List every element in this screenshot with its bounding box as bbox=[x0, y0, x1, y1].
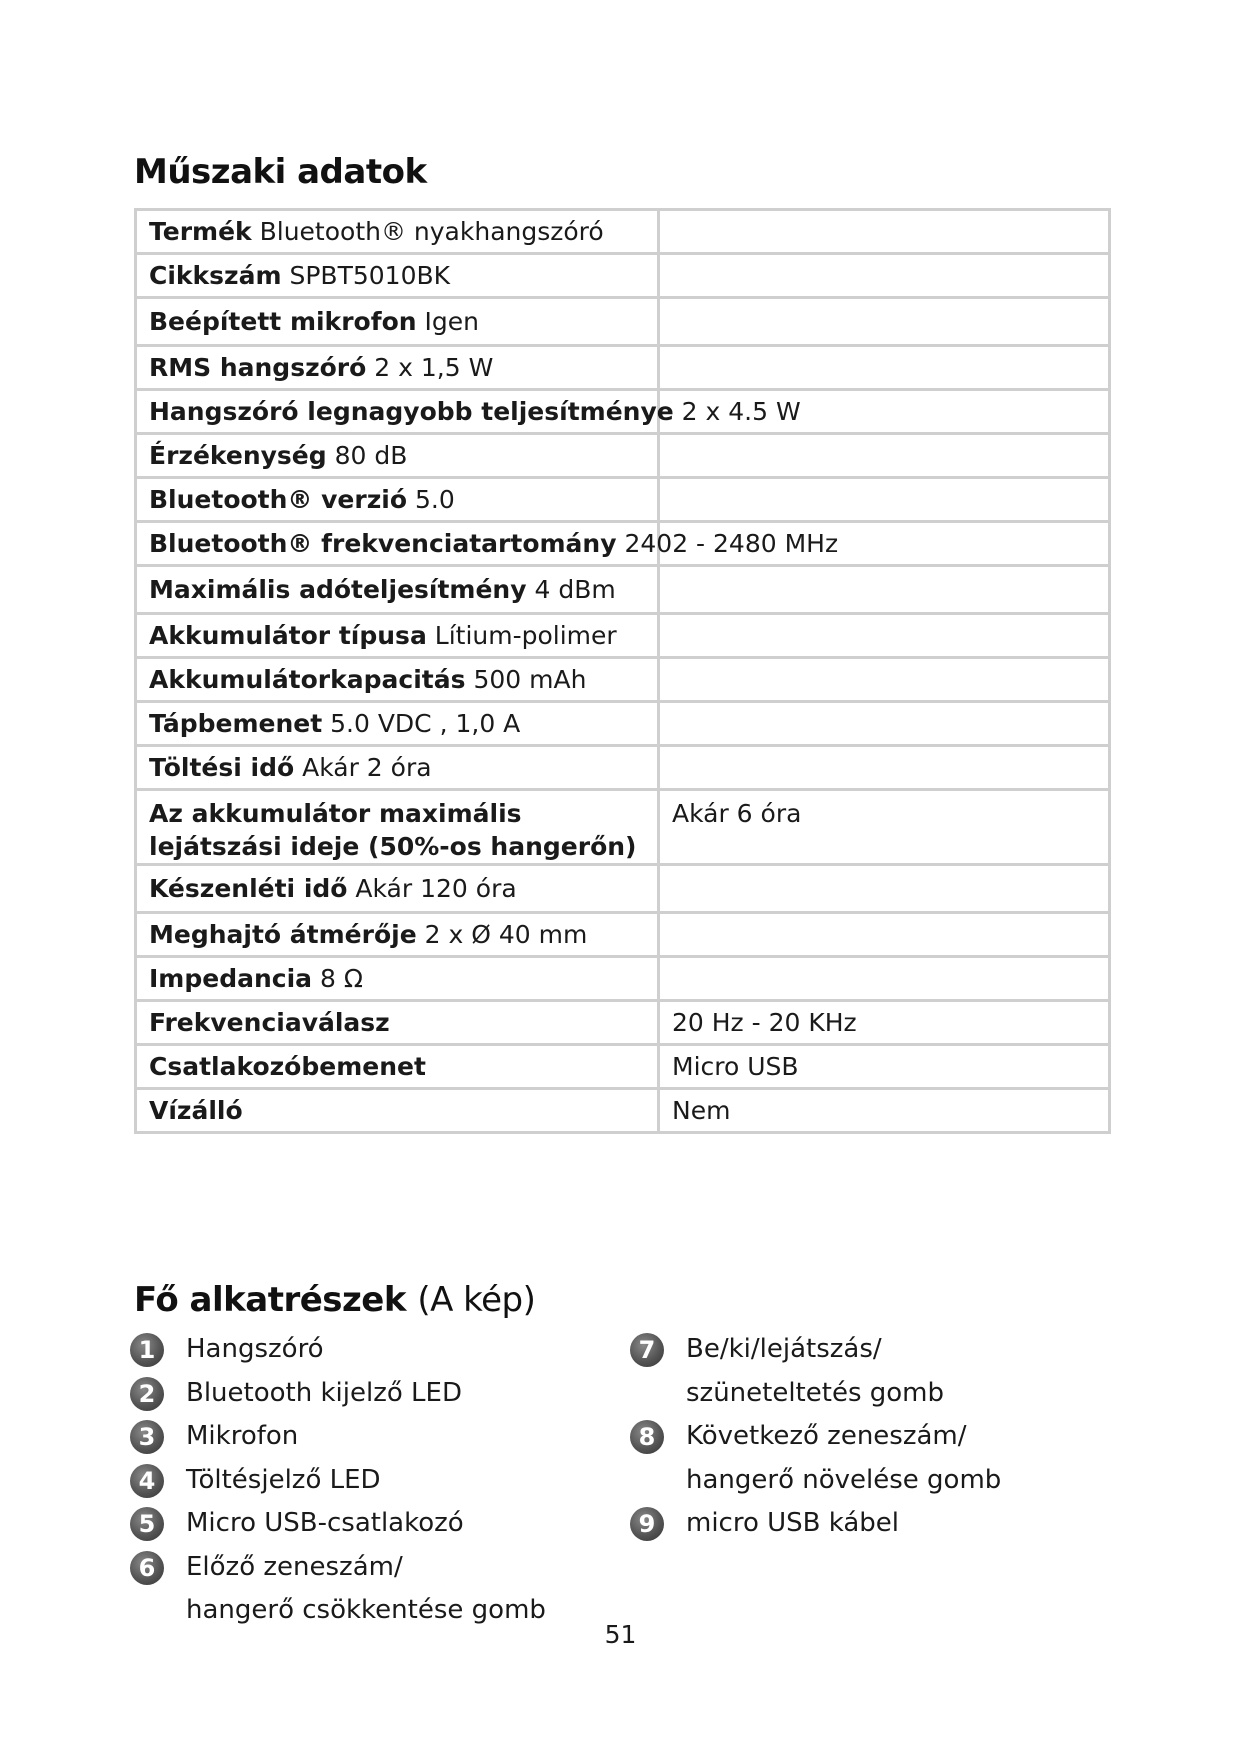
spec-row bbox=[136, 658, 1110, 702]
spec-row bbox=[136, 434, 1110, 478]
spec-cell-right bbox=[659, 210, 1110, 254]
spec-cell-left bbox=[136, 746, 659, 790]
spec-cell-right bbox=[659, 746, 1110, 790]
spec-cell-right bbox=[659, 658, 1110, 702]
part-number-badge: 6 bbox=[130, 1551, 164, 1585]
spec-label: Akkumulátorkapacitás bbox=[149, 665, 466, 694]
spec-cell-left bbox=[136, 658, 659, 702]
spec-label: Termék bbox=[149, 217, 252, 246]
part-number-badge: 4 bbox=[130, 1464, 164, 1498]
spec-row bbox=[136, 957, 1110, 1001]
spec-row bbox=[136, 746, 1110, 790]
spec-row bbox=[136, 1045, 1110, 1089]
spec-cell-right bbox=[659, 702, 1110, 746]
spec-cell-left bbox=[136, 1045, 659, 1089]
spec-value: 2402 - 2480 MHz bbox=[624, 529, 839, 558]
spec-value: 5.0 bbox=[414, 485, 455, 514]
part-label: Bluetooth kijelző LED bbox=[186, 1377, 462, 1408]
part-label: Micro USB-csatlakozó bbox=[186, 1508, 464, 1538]
spec-cell-left bbox=[136, 1001, 659, 1045]
spec-label: Frekvenciaválasz bbox=[149, 1008, 390, 1037]
part-item bbox=[130, 1328, 546, 1372]
spec-row bbox=[136, 522, 1110, 566]
spec-value: 2 x 1,5 W bbox=[374, 353, 494, 382]
spec-cell-left bbox=[136, 478, 659, 522]
spec-label: Maximális adóteljesítmény bbox=[149, 575, 527, 604]
spec-cell-left bbox=[136, 210, 659, 254]
spec-cell-left bbox=[136, 865, 659, 913]
spec-label: Hangszóró legnagyobb teljesítménye bbox=[149, 397, 674, 426]
parts-list-right bbox=[630, 1328, 1001, 1546]
spec-value: 80 dB bbox=[334, 441, 408, 470]
parts-section-title bbox=[134, 1280, 535, 1320]
part-label: hangerő csökkentése gomb bbox=[186, 1595, 546, 1625]
spec-cell-left bbox=[136, 346, 659, 390]
spec-right-value: Nem bbox=[672, 1096, 731, 1125]
page-number: 51 bbox=[604, 1620, 637, 1649]
spec-label: Meghajtó átmérője bbox=[149, 920, 417, 949]
spec-label: Az akkumulátor maximális lejátszási ideje (50%-os hangerőn) bbox=[149, 799, 637, 861]
parts-title-bold: Fő alkatrészek bbox=[134, 1280, 406, 1320]
part-item bbox=[130, 1372, 546, 1416]
spec-label: RMS hangszóró bbox=[149, 353, 367, 382]
part-label: micro USB kábel bbox=[686, 1508, 900, 1538]
spec-right-value: Micro USB bbox=[672, 1052, 799, 1081]
spec-right-value: Akár 6 óra bbox=[672, 799, 802, 828]
spec-cell-right bbox=[659, 254, 1110, 298]
spec-cell-right bbox=[659, 1089, 1110, 1133]
part-number-badge: 7 bbox=[630, 1333, 664, 1367]
part-label: Töltésjelző LED bbox=[186, 1464, 381, 1495]
part-label: szüneteltetés gomb bbox=[686, 1377, 944, 1408]
spec-value: Akár 120 óra bbox=[355, 874, 517, 903]
spec-row bbox=[136, 254, 1110, 298]
spec-label: Cikkszám bbox=[149, 261, 282, 290]
spec-cell-right bbox=[659, 346, 1110, 390]
part-item bbox=[630, 1328, 1001, 1415]
spec-cell-right bbox=[659, 298, 1110, 346]
spec-label: Tápbemenet bbox=[149, 709, 323, 738]
spec-value: Igen bbox=[424, 307, 479, 336]
spec-cell-right bbox=[659, 1001, 1110, 1045]
spec-cell-left bbox=[136, 702, 659, 746]
part-label: Előző zeneszám/ bbox=[186, 1551, 403, 1582]
spec-row bbox=[136, 702, 1110, 746]
part-label: Hangszóró bbox=[186, 1334, 324, 1364]
part-number-badge: 9 bbox=[630, 1507, 664, 1541]
spec-row bbox=[136, 614, 1110, 658]
part-item bbox=[130, 1415, 546, 1459]
spec-cell-right bbox=[659, 434, 1110, 478]
spec-value: Lítium-polimer bbox=[434, 621, 617, 650]
part-number-badge: 1 bbox=[130, 1333, 164, 1367]
spec-cell-left bbox=[136, 254, 659, 298]
spec-row bbox=[136, 865, 1110, 913]
parts-list-left bbox=[130, 1328, 546, 1633]
spec-cell-right bbox=[659, 566, 1110, 614]
spec-cell-right bbox=[659, 614, 1110, 658]
part-label: Következő zeneszám/ bbox=[686, 1421, 967, 1451]
spec-cell-left bbox=[136, 522, 839, 566]
parts-title-normal: (A kép) bbox=[417, 1280, 536, 1320]
part-number-badge: 3 bbox=[130, 1420, 164, 1454]
spec-row bbox=[136, 790, 1110, 865]
spec-row bbox=[136, 1001, 1110, 1045]
part-label: Be/ki/lejátszás/ bbox=[686, 1334, 882, 1364]
spec-label: Készenléti idő bbox=[149, 874, 348, 903]
spec-cell-right bbox=[659, 957, 1110, 1001]
spec-value: Akár 2 óra bbox=[302, 753, 432, 782]
spec-cell-left bbox=[136, 390, 801, 434]
spec-row bbox=[136, 210, 1110, 254]
spec-value: 500 mAh bbox=[473, 665, 587, 694]
spec-row bbox=[136, 566, 1110, 614]
spec-cell-left bbox=[136, 614, 659, 658]
spec-row bbox=[136, 390, 1110, 434]
part-item bbox=[630, 1502, 1001, 1546]
spec-value: 2 x Ø 40 mm bbox=[424, 920, 588, 949]
spec-value: SPBT5010BK bbox=[289, 261, 451, 290]
spec-row bbox=[136, 913, 1110, 957]
spec-row bbox=[136, 346, 1110, 390]
part-number-badge: 8 bbox=[630, 1420, 664, 1454]
spec-cell-right bbox=[659, 865, 1110, 913]
spec-cell-right bbox=[659, 1045, 1110, 1089]
part-item bbox=[130, 1459, 546, 1503]
spec-label: Beépített mikrofon bbox=[149, 307, 417, 336]
spec-row bbox=[136, 298, 1110, 346]
spec-cell-left bbox=[136, 298, 659, 346]
spec-value: Bluetooth® nyakhangszóró bbox=[259, 217, 604, 246]
spec-label: Akkumulátor típusa bbox=[149, 621, 427, 650]
spec-cell-right bbox=[659, 913, 1110, 957]
part-number-badge: 5 bbox=[130, 1507, 164, 1541]
part-item bbox=[130, 1502, 546, 1546]
spec-value: 4 dBm bbox=[534, 575, 616, 604]
part-number-badge: 2 bbox=[130, 1377, 164, 1411]
spec-label: Bluetooth® verzió bbox=[149, 485, 408, 514]
spec-section-title: Műszaki adatok bbox=[134, 152, 427, 192]
spec-table bbox=[134, 208, 1111, 1134]
spec-row bbox=[136, 478, 1110, 522]
spec-label: Impedancia bbox=[149, 964, 313, 993]
spec-label: Csatlakozóbemenet bbox=[149, 1052, 426, 1081]
spec-right-value: 20 Hz - 20 KHz bbox=[672, 1008, 857, 1037]
spec-cell-right bbox=[659, 478, 1110, 522]
spec-value: 5.0 VDC , 1,0 A bbox=[330, 709, 521, 738]
spec-cell-left bbox=[136, 913, 659, 957]
spec-cell-left bbox=[136, 790, 659, 865]
part-label: hangerő növelése gomb bbox=[686, 1464, 1002, 1495]
spec-row bbox=[136, 1089, 1110, 1133]
spec-cell-left bbox=[136, 434, 659, 478]
spec-value: 2 x 4.5 W bbox=[681, 397, 801, 426]
spec-cell-left bbox=[136, 1089, 659, 1133]
spec-label: Töltési idő bbox=[149, 753, 295, 782]
spec-label: Érzékenység bbox=[149, 441, 327, 470]
spec-value: 8 Ω bbox=[319, 964, 363, 993]
spec-cell-right bbox=[659, 790, 1110, 865]
spec-cell-left bbox=[136, 566, 659, 614]
spec-label: Vízálló bbox=[149, 1096, 243, 1125]
spec-cell-left bbox=[136, 957, 659, 1001]
spec-label: Bluetooth® frekvenciatartomány bbox=[149, 529, 617, 558]
part-item bbox=[630, 1415, 1001, 1502]
part-label: Mikrofon bbox=[186, 1421, 299, 1451]
